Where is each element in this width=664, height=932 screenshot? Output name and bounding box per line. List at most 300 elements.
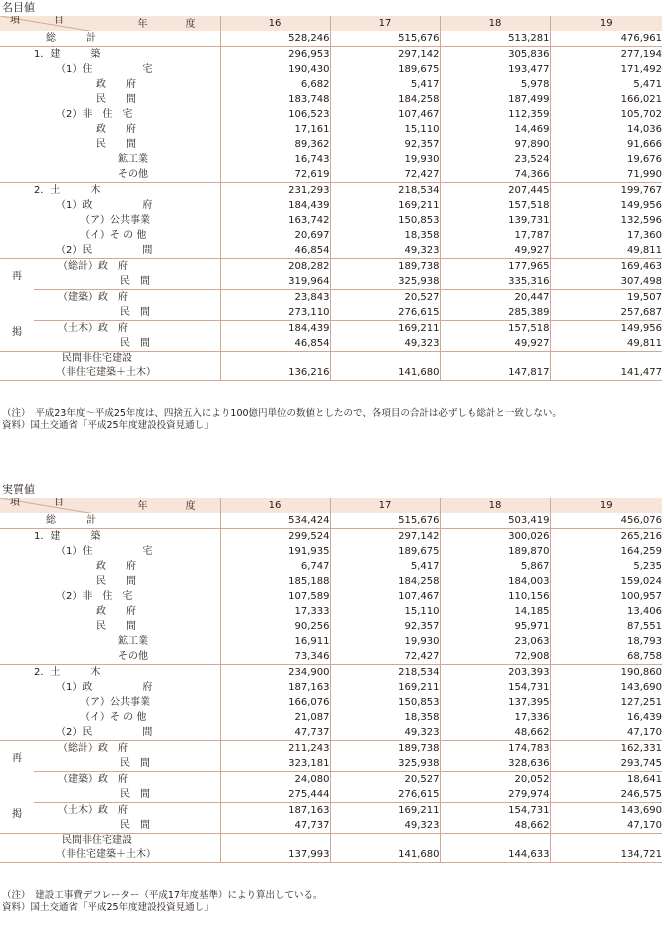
table-cell: 95,971: [440, 619, 550, 634]
table-cell: 189,870: [440, 544, 550, 559]
table-cell: 277,194: [550, 47, 662, 63]
real-source: 資料）国土交通省「平成25年度建設投資見通し」: [2, 902, 214, 913]
table-cell: 72,427: [330, 649, 440, 665]
table-cell: 189,738: [330, 741, 440, 757]
row-label-cell: [34, 259, 220, 275]
row-label: 鉱工業: [118, 154, 148, 165]
row-label: 民間非住宅建設: [62, 835, 132, 846]
table-cell: 23,843: [220, 290, 330, 306]
table-cell: 16,439: [550, 710, 662, 725]
row-label: 政 府: [96, 561, 136, 572]
real-table: [0, 498, 662, 863]
table-cell: 14,469: [440, 122, 550, 137]
table-cell: 137,395: [440, 695, 550, 710]
table-cell: 208,282: [220, 259, 330, 275]
row-label-cell: [34, 818, 220, 834]
table-cell: 513,281: [440, 31, 550, 47]
table-cell: 534,424: [220, 513, 330, 529]
table-cell: 49,811: [550, 243, 662, 259]
table-row: [0, 634, 662, 649]
nominal-table: [0, 16, 662, 381]
table-cell: 106,523: [220, 107, 330, 122]
table-cell: 515,676: [330, 513, 440, 529]
row-label: その他: [118, 169, 148, 180]
table-row: [0, 680, 662, 695]
row-label-cell: [34, 803, 220, 819]
table-cell: 14,036: [550, 122, 662, 137]
corner-header: [0, 16, 220, 31]
table-row: [0, 529, 662, 545]
table-cell: 20,527: [330, 772, 440, 788]
table-cell: 189,738: [330, 259, 440, 275]
table-cell: 143,690: [550, 680, 662, 695]
year-header: 19: [550, 498, 662, 513]
table-cell: 16,743: [220, 152, 330, 167]
table-cell: 100,957: [550, 589, 662, 604]
row-label: （建築）政 府: [58, 774, 128, 785]
table-cell: 150,853: [330, 213, 440, 228]
table-cell: 46,854: [220, 336, 330, 352]
row-label: 民間非住宅建設: [62, 353, 132, 364]
table-cell: 159,024: [550, 574, 662, 589]
row-label: （ア）公共事業: [80, 697, 150, 708]
table-row: [0, 107, 662, 122]
row-label-cell: [34, 772, 220, 788]
saikei-side-label: [0, 741, 34, 834]
row-label: （1）住 宅: [56, 546, 153, 557]
table-cell: 49,323: [330, 336, 440, 352]
table-cell: 147,817: [440, 352, 550, 381]
table-row: [0, 787, 662, 803]
table-cell: 190,430: [220, 62, 330, 77]
table-cell: 19,676: [550, 152, 662, 167]
row-label-cell: [0, 152, 220, 167]
table-cell: 18,641: [550, 772, 662, 788]
table-cell: 296,953: [220, 47, 330, 63]
table-cell: 218,534: [330, 183, 440, 199]
row-label-cell: [0, 92, 220, 107]
table-cell: 307,498: [550, 274, 662, 290]
row-label-cell: [0, 529, 220, 545]
table-cell: 47,170: [550, 725, 662, 741]
table-cell: 257,687: [550, 305, 662, 321]
table-cell: 169,211: [330, 680, 440, 695]
row-label-cell: [34, 274, 220, 290]
row-label-cell: [0, 243, 220, 259]
table-cell: 137,993: [220, 834, 330, 863]
row-label-cell: [0, 228, 220, 243]
table-cell: 21,087: [220, 710, 330, 725]
table-cell: 46,854: [220, 243, 330, 259]
table-cell: 456,076: [550, 513, 662, 529]
row-label: 2．土 木: [34, 667, 101, 678]
row-label: 民 間: [120, 758, 150, 769]
table-cell: 107,589: [220, 589, 330, 604]
year-header: 17: [330, 16, 440, 31]
table-row: [0, 183, 662, 199]
table-cell: 16,911: [220, 634, 330, 649]
table-cell: 132,596: [550, 213, 662, 228]
row-label: 民 間: [120, 307, 150, 318]
table-cell: 171,492: [550, 62, 662, 77]
table-cell: 48,662: [440, 725, 550, 741]
item-label: 項 目: [10, 16, 76, 26]
table-cell: 189,675: [330, 62, 440, 77]
table-cell: 207,445: [440, 183, 550, 199]
table-cell: 90,256: [220, 619, 330, 634]
row-label: （イ）そ の 他: [80, 712, 147, 723]
side-label-bottom: 掲: [12, 809, 22, 820]
row-label: 民 間: [120, 820, 150, 831]
table-row: [0, 725, 662, 741]
table-cell: 218,534: [330, 665, 440, 681]
row-label: 民 間: [120, 789, 150, 800]
row-label: （2）非 住 宅: [56, 591, 133, 602]
row-label-cell: [34, 741, 220, 757]
table-cell: 6,747: [220, 559, 330, 574]
row-label-cell: [0, 834, 220, 863]
row-label: （土木）政 府: [58, 805, 128, 816]
table-cell: 105,702: [550, 107, 662, 122]
table-cell: 166,076: [220, 695, 330, 710]
side-label-bottom: 掲: [12, 327, 22, 338]
table-cell: 184,439: [220, 198, 330, 213]
table-cell: 189,675: [330, 544, 440, 559]
row-label-cell: [0, 213, 220, 228]
table-row: [0, 756, 662, 772]
table-cell: 72,908: [440, 649, 550, 665]
year-header: 19: [550, 16, 662, 31]
row-label: （ア）公共事業: [80, 215, 150, 226]
row-label-cell: [0, 183, 220, 199]
table-cell: 149,956: [550, 321, 662, 337]
table-row: [0, 274, 662, 290]
corner-header: [0, 498, 220, 513]
year-header: 17: [330, 498, 440, 513]
table-row: [0, 619, 662, 634]
row-label-cell: [0, 137, 220, 152]
row-label-cell: [0, 634, 220, 649]
table-cell: 515,676: [330, 31, 440, 47]
table-cell: 49,811: [550, 336, 662, 352]
nominal-title: 名目値: [2, 1, 35, 14]
table-row: [0, 589, 662, 604]
table-cell: 47,170: [550, 818, 662, 834]
row-label-cell: [0, 107, 220, 122]
table-row: [0, 649, 662, 665]
table-cell: 164,259: [550, 544, 662, 559]
row-label: 1．建 築: [34, 531, 101, 542]
table-cell: 5,417: [330, 77, 440, 92]
table-row: [0, 198, 662, 213]
table-cell: 18,358: [330, 710, 440, 725]
table-cell: 144,633: [440, 834, 550, 863]
table-row: [0, 803, 662, 819]
table-cell: 325,938: [330, 274, 440, 290]
table-cell: 193,477: [440, 62, 550, 77]
row-label: その他: [118, 651, 148, 662]
table-cell: 5,471: [550, 77, 662, 92]
year-label: 年 度: [137, 19, 210, 30]
row-label-cell: [0, 47, 220, 63]
real-title: 実質値: [2, 483, 35, 496]
row-label: 総 計: [46, 515, 96, 526]
nominal-note: （注） 平成23年度～平成25年度は、四捨五入により100億円単位の数値としたので、各項目の合計は必ずしも総計と一致しない。: [2, 408, 562, 419]
table-row: [0, 47, 662, 63]
table-row: [0, 62, 662, 77]
row-label: （非住宅建築＋土木）: [56, 849, 156, 860]
table-row: [0, 243, 662, 259]
row-label-cell: [0, 665, 220, 681]
year-label: 年 度: [137, 501, 210, 512]
table-cell: 17,336: [440, 710, 550, 725]
table-cell: 13,406: [550, 604, 662, 619]
table-cell: 141,680: [330, 834, 440, 863]
row-label: （非住宅建築＋土木）: [56, 367, 156, 378]
row-label-cell: [0, 544, 220, 559]
table-row: [0, 228, 662, 243]
table-cell: 174,783: [440, 741, 550, 757]
table-row: [0, 290, 662, 306]
row-label: （イ）そ の 他: [80, 230, 147, 241]
table-cell: 139,731: [440, 213, 550, 228]
table-cell: 300,026: [440, 529, 550, 545]
header-row: [0, 498, 662, 513]
table-row: [0, 604, 662, 619]
table-cell: 47,737: [220, 725, 330, 741]
table-cell: 184,258: [330, 92, 440, 107]
table-cell: 23,524: [440, 152, 550, 167]
table-cell: 187,163: [220, 803, 330, 819]
row-label-cell: [0, 649, 220, 665]
table-cell: 127,251: [550, 695, 662, 710]
table-cell: 323,181: [220, 756, 330, 772]
table-cell: 97,890: [440, 137, 550, 152]
table-cell: 20,527: [330, 290, 440, 306]
table-cell: 503,419: [440, 513, 550, 529]
table-cell: 20,447: [440, 290, 550, 306]
table-cell: 154,731: [440, 803, 550, 819]
table-cell: 187,499: [440, 92, 550, 107]
row-label-cell: [0, 710, 220, 725]
table-cell: 246,575: [550, 787, 662, 803]
table-cell: 112,359: [440, 107, 550, 122]
row-label: （総計）政 府: [58, 261, 128, 272]
row-label: 政 府: [96, 79, 136, 90]
table-cell: 265,216: [550, 529, 662, 545]
table-cell: 141,477: [550, 352, 662, 381]
row-label: 総 計: [46, 33, 96, 44]
table-cell: 19,930: [330, 152, 440, 167]
row-label: 民 間: [96, 139, 136, 150]
table-cell: 157,518: [440, 321, 550, 337]
table-cell: 528,246: [220, 31, 330, 47]
table-cell: 5,235: [550, 559, 662, 574]
row-label: （2）非 住 宅: [56, 109, 133, 120]
row-label: 2．土 木: [34, 185, 101, 196]
table-cell: 293,745: [550, 756, 662, 772]
table-row: [0, 352, 662, 381]
table-row: [0, 834, 662, 863]
table-cell: 89,362: [220, 137, 330, 152]
table-cell: 299,524: [220, 529, 330, 545]
table-cell: 5,417: [330, 559, 440, 574]
table-cell: 335,316: [440, 274, 550, 290]
row-label-cell: [0, 619, 220, 634]
row-label: 民 間: [120, 276, 150, 287]
item-label: 項 目: [10, 498, 76, 508]
table-cell: 297,142: [330, 47, 440, 63]
table-cell: 476,961: [550, 31, 662, 47]
table-row: [0, 695, 662, 710]
table-row: [0, 259, 662, 275]
table-cell: 17,360: [550, 228, 662, 243]
table-cell: 17,161: [220, 122, 330, 137]
table-row: [0, 559, 662, 574]
row-label: 鉱工業: [118, 636, 148, 647]
table-cell: 203,393: [440, 665, 550, 681]
row-label: 政 府: [96, 606, 136, 617]
table-row: [0, 305, 662, 321]
row-label-cell: [0, 122, 220, 137]
table-cell: 48,662: [440, 818, 550, 834]
row-label: 民 間: [96, 94, 136, 105]
header-row: [0, 16, 662, 31]
table-row: [0, 213, 662, 228]
row-label-cell: [34, 787, 220, 803]
real-note: （注） 建設工事費デフレーター（平成17年度基準）により算出している。: [2, 890, 323, 901]
table-cell: 279,974: [440, 787, 550, 803]
table-cell: 163,742: [220, 213, 330, 228]
row-label-cell: [0, 513, 220, 529]
table-cell: 72,619: [220, 167, 330, 183]
row-label-cell: [0, 589, 220, 604]
table-cell: 166,021: [550, 92, 662, 107]
table-cell: 110,156: [440, 589, 550, 604]
table-cell: 184,258: [330, 574, 440, 589]
table-cell: 47,737: [220, 818, 330, 834]
year-header: 16: [220, 16, 330, 31]
table-cell: 275,444: [220, 787, 330, 803]
table-cell: 319,964: [220, 274, 330, 290]
row-label-cell: [0, 77, 220, 92]
row-label-cell: [0, 680, 220, 695]
row-label: （総計）政 府: [58, 743, 128, 754]
table-cell: 74,366: [440, 167, 550, 183]
row-label-cell: [34, 305, 220, 321]
table-cell: 276,615: [330, 787, 440, 803]
table-cell: 231,293: [220, 183, 330, 199]
row-label-cell: [0, 167, 220, 183]
table-cell: 184,003: [440, 574, 550, 589]
table-cell: 107,467: [330, 589, 440, 604]
row-label: （1）住 宅: [56, 64, 153, 75]
table-row: [0, 137, 662, 152]
table-cell: 297,142: [330, 529, 440, 545]
table-cell: 325,938: [330, 756, 440, 772]
saikei-side-label: [0, 259, 34, 352]
table-cell: 19,507: [550, 290, 662, 306]
row-label: （1）政 府: [56, 200, 153, 211]
table-cell: 154,731: [440, 680, 550, 695]
table-cell: 134,721: [550, 834, 662, 863]
row-label-cell: [0, 574, 220, 589]
year-header: 16: [220, 498, 330, 513]
row-label-cell: [34, 336, 220, 352]
table-cell: 107,467: [330, 107, 440, 122]
table-cell: 23,063: [440, 634, 550, 649]
row-label: （土木）政 府: [58, 323, 128, 334]
row-label-cell: [0, 604, 220, 619]
row-label-cell: [0, 725, 220, 741]
table-cell: 187,163: [220, 680, 330, 695]
table-cell: 72,427: [330, 167, 440, 183]
table-cell: 273,110: [220, 305, 330, 321]
table-cell: 169,211: [330, 803, 440, 819]
table-cell: 49,927: [440, 243, 550, 259]
table-cell: 184,439: [220, 321, 330, 337]
table-cell: 169,211: [330, 198, 440, 213]
table-cell: 157,518: [440, 198, 550, 213]
table-cell: 49,927: [440, 336, 550, 352]
table-cell: 17,333: [220, 604, 330, 619]
table-cell: 5,867: [440, 559, 550, 574]
table-cell: 92,357: [330, 619, 440, 634]
table-cell: 190,860: [550, 665, 662, 681]
table-cell: 136,216: [220, 352, 330, 381]
row-label: （建築）政 府: [58, 292, 128, 303]
table-cell: 24,080: [220, 772, 330, 788]
table-row: [0, 122, 662, 137]
table-cell: 49,323: [330, 725, 440, 741]
row-label-cell: [34, 321, 220, 337]
table-row: [0, 336, 662, 352]
table-cell: 234,900: [220, 665, 330, 681]
table-row: [0, 665, 662, 681]
table-cell: 183,748: [220, 92, 330, 107]
table-row: [0, 92, 662, 107]
table-row: [0, 31, 662, 47]
table-cell: 169,463: [550, 259, 662, 275]
table-cell: 87,551: [550, 619, 662, 634]
table-row: [0, 818, 662, 834]
row-label: （2）民 間: [56, 727, 153, 738]
row-label-cell: [0, 62, 220, 77]
table-cell: 143,690: [550, 803, 662, 819]
nominal-source: 資料）国土交通省「平成25年度建設投資見通し」: [2, 420, 214, 431]
row-label: 民 間: [96, 621, 136, 632]
table-cell: 285,389: [440, 305, 550, 321]
table-cell: 276,615: [330, 305, 440, 321]
table-cell: 49,323: [330, 818, 440, 834]
table-cell: 49,323: [330, 243, 440, 259]
table-cell: 73,346: [220, 649, 330, 665]
side-label-top: 再: [12, 753, 22, 764]
table-cell: 185,188: [220, 574, 330, 589]
table-cell: 20,697: [220, 228, 330, 243]
row-label: 民 間: [120, 338, 150, 349]
table-row: [0, 152, 662, 167]
table-cell: 18,793: [550, 634, 662, 649]
row-label-cell: [0, 198, 220, 213]
side-label-top: 再: [12, 271, 22, 282]
year-header: 18: [440, 498, 550, 513]
table-cell: 18,358: [330, 228, 440, 243]
table-cell: 20,052: [440, 772, 550, 788]
table-cell: 211,243: [220, 741, 330, 757]
table-cell: 17,787: [440, 228, 550, 243]
table-row: [0, 574, 662, 589]
